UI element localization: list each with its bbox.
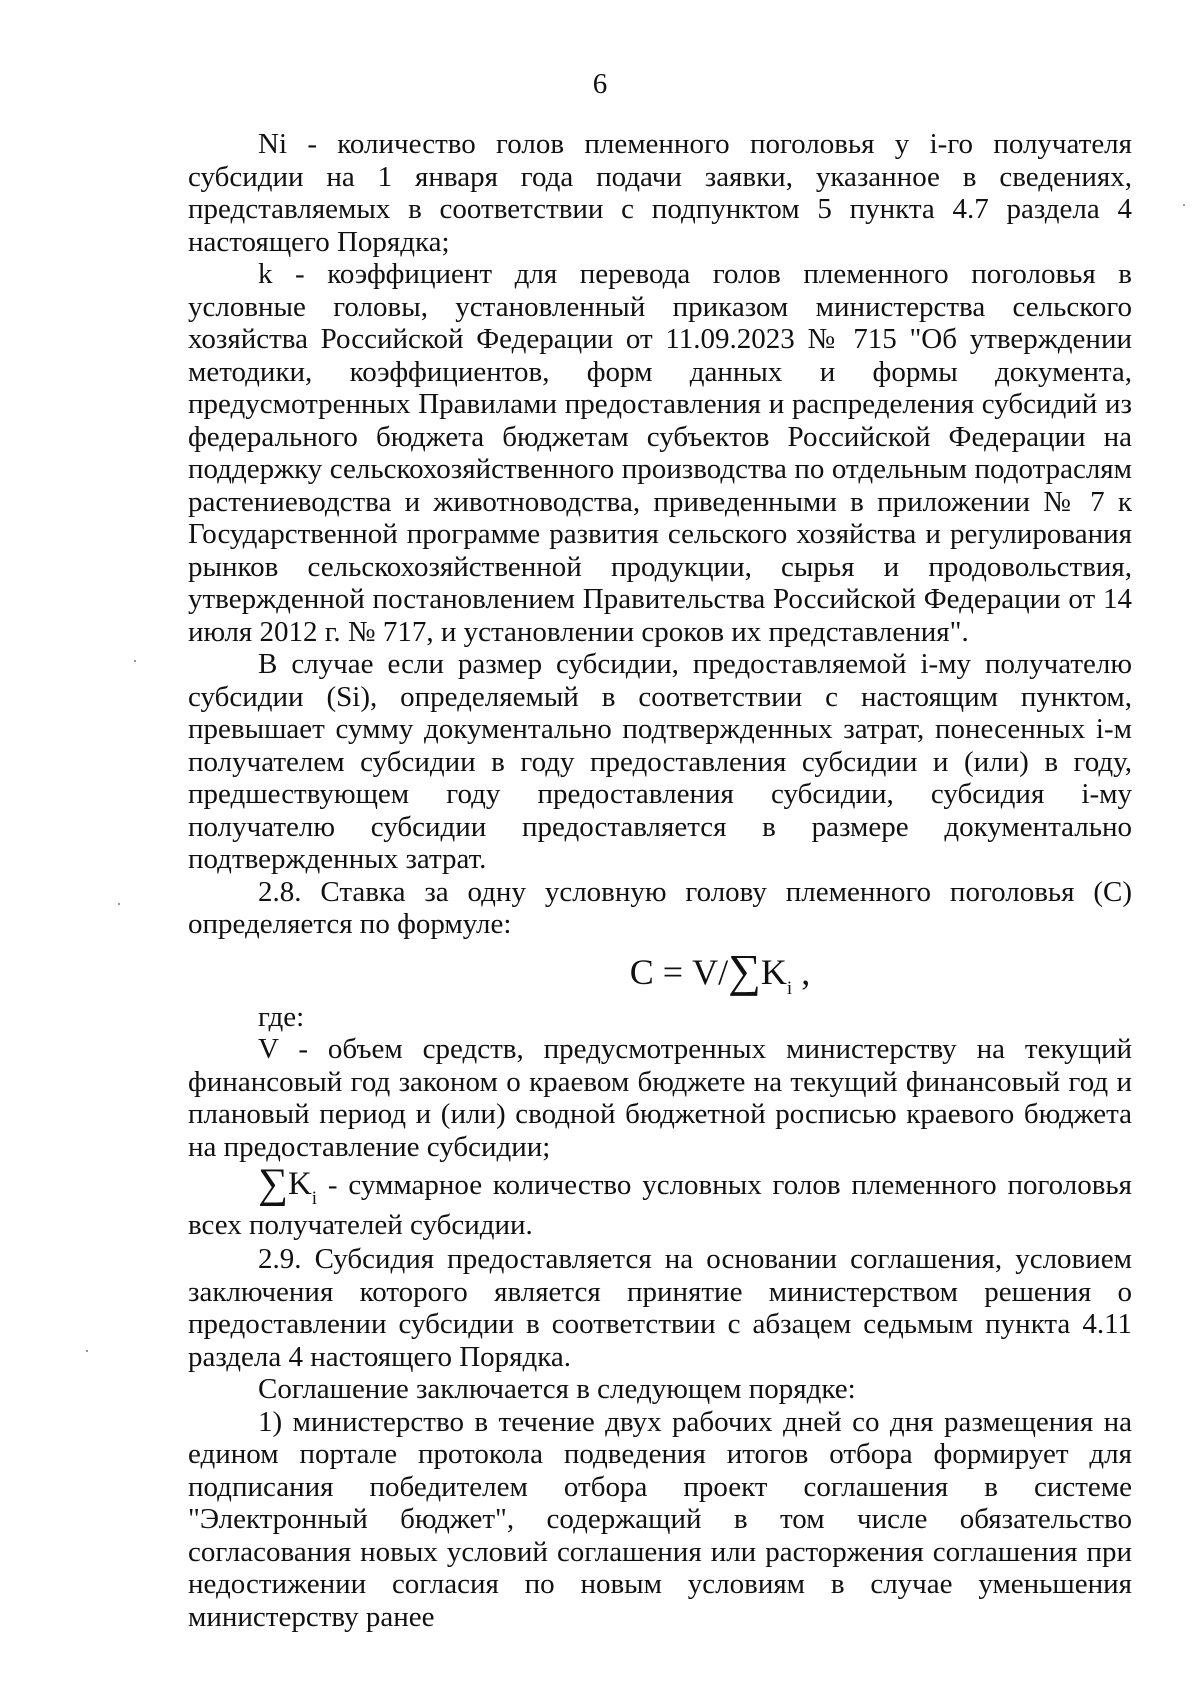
formula-slash: / [718, 951, 729, 992]
formula-k: K [760, 951, 787, 992]
formula-tail: , [792, 951, 811, 992]
scan-dust-mark [86, 1350, 88, 1352]
formula-lhs: С = V [629, 951, 719, 992]
scan-dust-mark [1183, 204, 1185, 206]
document-body [188, 128, 1132, 1633]
sum-sigma: ∑ [258, 1161, 288, 1207]
paragraph-k-definition: k - коэффициент для перевода голов племенного поголовья в условные головы, установленный приказом министерства сельского хозяйства Российской Федерации от 11.09.2023 № 715 "Об утверждении методики, коэффициентов, форм данных и формы документа, предусмотренных Правилами предоставления и распределения субсидий из федерального бюджета бюджетам субъектов Российской Федерации на поддержку сельскохозяйственного производства по отдельным подотраслям растениеводства и животноводства, приведенными в приложении № 7 к Государственной программе развития сельского хозяйства и регулирования рынков сельскохозяйственной продукции, сырья и продовольствия, утвержденной постановлением Правительства Российской Федерации от 14 июля 2012 г. № 717, и установлении сроков их представления". [188, 258, 1132, 648]
paragraph-subsidy-excess: В случае если размер субсидии, предоставляемой i-му получателю субсидии (Si), определяемый в соответствии с настоящим пунктом, превышает сумму документально подтвержденных затрат, понесенных i-м получателем субсидии в году предоставления субсидии и (или) в году, предшествующем году предоставления субсидии, субсидия i-му получателю субсидии предоставляется в размере документально подтвержденных затрат. [188, 648, 1132, 875]
paragraph-item-1: 1) министерство в течение двух рабочих дней со дня размещения на едином портале протокола подведения итогов отбора формирует для подписания победителем отбора проект соглашения в системе "Электронный бюджет", содержащий в том числе обязательство согласования новых условий соглашения или расторжения соглашения при недостижении согласия по новым условиям в случае уменьшения министерству ранее [188, 1405, 1132, 1633]
sum-definition-text: - суммарное количество условных голов племенного поголовья всех получателей субсидии. [188, 1169, 1132, 1241]
scan-dust-mark [134, 660, 136, 662]
paragraph-2-8: 2.8. Ставка за одну условную голову племенного поголовья (С) определяется по формуле: [188, 875, 1132, 940]
formula-sigma: ∑ [728, 944, 761, 996]
formula-rate [188, 941, 1132, 997]
scan-dust-mark [118, 903, 120, 905]
paragraph-sum-definition [188, 1163, 1132, 1243]
formula-subscript: i [786, 977, 793, 999]
page-number: 6 [592, 68, 608, 100]
sum-subscript: i [311, 1188, 318, 1209]
sum-k: K [287, 1166, 312, 1202]
paragraph-2-9: 2.9. Субсидия предоставляется на основании соглашения, условием заключения которого является принятие министерством решения о предоставлении субсидии в соответствии с абзацем седьмым пункта 4.11 раздела 4 настоящего Порядка. [188, 1243, 1132, 1373]
paragraph-v-definition: V - объем средств, предусмотренных министерству на текущий финансовый год законом о краевом бюджете на текущий финансовый год и плановый период и (или) сводной бюджетной росписью краевого бюджета на предоставление субсидии; [188, 1033, 1132, 1163]
paragraph-ni-definition: Ni - количество голов племенного поголовья у i-го получателя субсидии на 1 января года подачи заявки, указанное в сведениях, представляемых в соответствии с подпунктом 5 пункта 4.7 раздела 4 настоящего Порядка; [188, 128, 1132, 258]
paragraph-where: где: [258, 1000, 305, 1033]
paragraph-agreement-order: Соглашение заключается в следующем порядке: [258, 1373, 856, 1405]
